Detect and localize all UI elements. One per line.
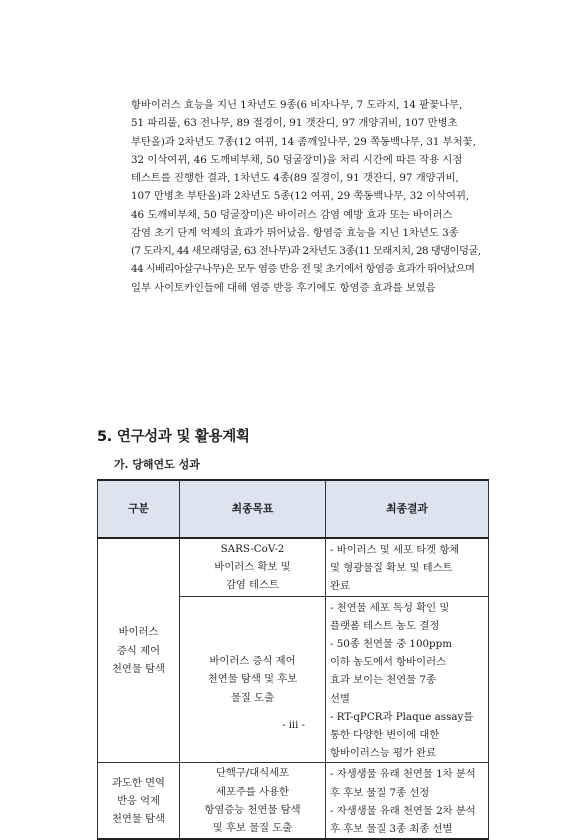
cell-line: - 바이러스 및 세포 타겟 항체 [330, 544, 460, 556]
cell-line: 세포주를 사용한 [216, 785, 289, 798]
cell-line: 후 후보 물질 7종 선정 [330, 786, 430, 799]
cell-line: 선별 [330, 692, 350, 705]
cell-line: 증식 제어 [116, 644, 161, 657]
header-final-result: 최종결과 [326, 480, 489, 538]
category-cell [98, 763, 180, 839]
cell-line: - 50종 천연물 중 100ppm [330, 638, 453, 651]
body-paragraph [131, 96, 487, 297]
cell-line: 플랫폼 테스트 농도 결정 [330, 619, 440, 632]
subsection-title: 가. 당해연도 성과 [114, 458, 200, 471]
goal-cell [180, 763, 326, 839]
cell-line: - 자생생물 유래 천연물 1차 분석 [330, 768, 476, 781]
cell-line: 효과 보이는 천연물 7종 [330, 674, 436, 687]
result-item [330, 708, 484, 763]
cell-line: 천연물 탐색 [111, 812, 165, 825]
cell-line: SARS-CoV-2 [220, 543, 285, 555]
result-cell [326, 763, 489, 839]
cell-line: 및 형광물질 확보 및 테스트 [330, 562, 453, 575]
paragraph-line: 44 시베리아살구나무)은 모두 염증 반응 전 및 초기에서 항염증 효과가 뛰어났으며 [131, 263, 475, 276]
cell-line: 바이러스 확보 및 [214, 561, 291, 574]
cell-line: 물질 도출 [230, 691, 275, 704]
result-item [330, 802, 484, 838]
cell-line: 바이러스 증식 제어 [209, 655, 296, 668]
result-item [330, 541, 484, 596]
cell-line: - RT-qPCR과 Plaque assay를 [330, 710, 474, 723]
table-header-row [98, 480, 489, 538]
cell-line: 후 후보 물질 3종 최종 선별 [330, 823, 453, 836]
paragraph-line: 항바이러스 효능을 지닌 1차년도 9종(6 비자나무, 7 도라지, 14 팥꽃나무, [131, 99, 463, 111]
cell-line: 감염 테스트 [225, 579, 279, 592]
paragraph-line: 테스트를 진행한 결과, 1차년도 4종(89 질경이, 91 갯잔디, 97 개양귀비, [131, 172, 459, 184]
cell-line: 이하 농도에서 항바이러스 [330, 656, 446, 669]
paragraph-line: (7 도라지, 44 새모래덩굴, 63 전나무)과 2차년도 3종(11 모래지치, 28 댕댕이덩굴, [131, 245, 481, 257]
cell-line: 과도한 면역 [111, 776, 165, 789]
result-cell [326, 538, 489, 596]
paragraph-line: 감염 초기 단계 억제의 효과가 뛰어났음. 항염증 효능을 지닌 1차년도 3종 [131, 226, 459, 239]
paragraph-line: 32 이삭여뀌, 46 도깨비부채, 50 덩굴장미)을 처리 시간에 따른 작용 시점 [131, 153, 463, 166]
header-category: 구분 [98, 480, 180, 538]
paragraph-line: 51 파리풀, 63 전나무, 89 절경이, 91 갯잔디, 97 개양귀비, 107 만병초 [131, 117, 458, 130]
result-cell [326, 596, 489, 763]
paragraph-line: 46 도깨비부채, 50 덩굴장미)은 바이러스 감염 예방 효과 또는 바이러스 [131, 208, 453, 221]
cell-line: 반응 억제 [116, 794, 161, 807]
cell-line: 바이러스 [118, 626, 159, 639]
cell-line: 및 후보 물질 도출 [212, 822, 293, 835]
cell-line: 통한 다양한 변이에 대한 [330, 729, 440, 742]
cell-line: 완료 [330, 580, 350, 593]
cell-line: - 자생생물 유래 천연물 2차 분석 [330, 804, 476, 817]
goal-cell [180, 596, 326, 763]
paragraph-line: 부탄올)과 2차년도 7종(12 여뀌, 14 좀깨잎나무, 29 쪽동백나무, 31 부처꽃, [131, 135, 476, 148]
result-item [330, 599, 484, 635]
paragraph-line: 일부 사이토카인들에 대해 염증 반응 후기에도 항염증 효과를 보였음 [131, 281, 436, 294]
cell-line: 단핵구/대식세포 [215, 767, 290, 780]
table-row [98, 538, 489, 596]
goal-cell [180, 538, 326, 596]
result-item [330, 635, 484, 708]
section-title: 5. 연구성과 및 활용계획 [97, 429, 250, 445]
cell-line: 항염증능 천연물 탐색 [204, 803, 301, 816]
page-number: - iii - [282, 720, 305, 731]
cell-line: 천연물 탐색 [111, 662, 165, 675]
results-table [97, 479, 489, 840]
cell-line: - 천연물 세포 독성 확인 및 [330, 601, 450, 614]
result-item [330, 765, 484, 801]
paragraph-line: 107 만병초 부탄올)과 2차년도 5종(12 여뀌, 29 쪽동백나무, 32 이삭여뀌, [131, 190, 470, 203]
cell-line: 항바이러스능 평가 완료 [330, 747, 437, 760]
header-final-goal: 최종목표 [180, 480, 326, 538]
cell-line: 천연물 탐색 및 후보 [207, 673, 298, 686]
table-row [98, 763, 489, 839]
